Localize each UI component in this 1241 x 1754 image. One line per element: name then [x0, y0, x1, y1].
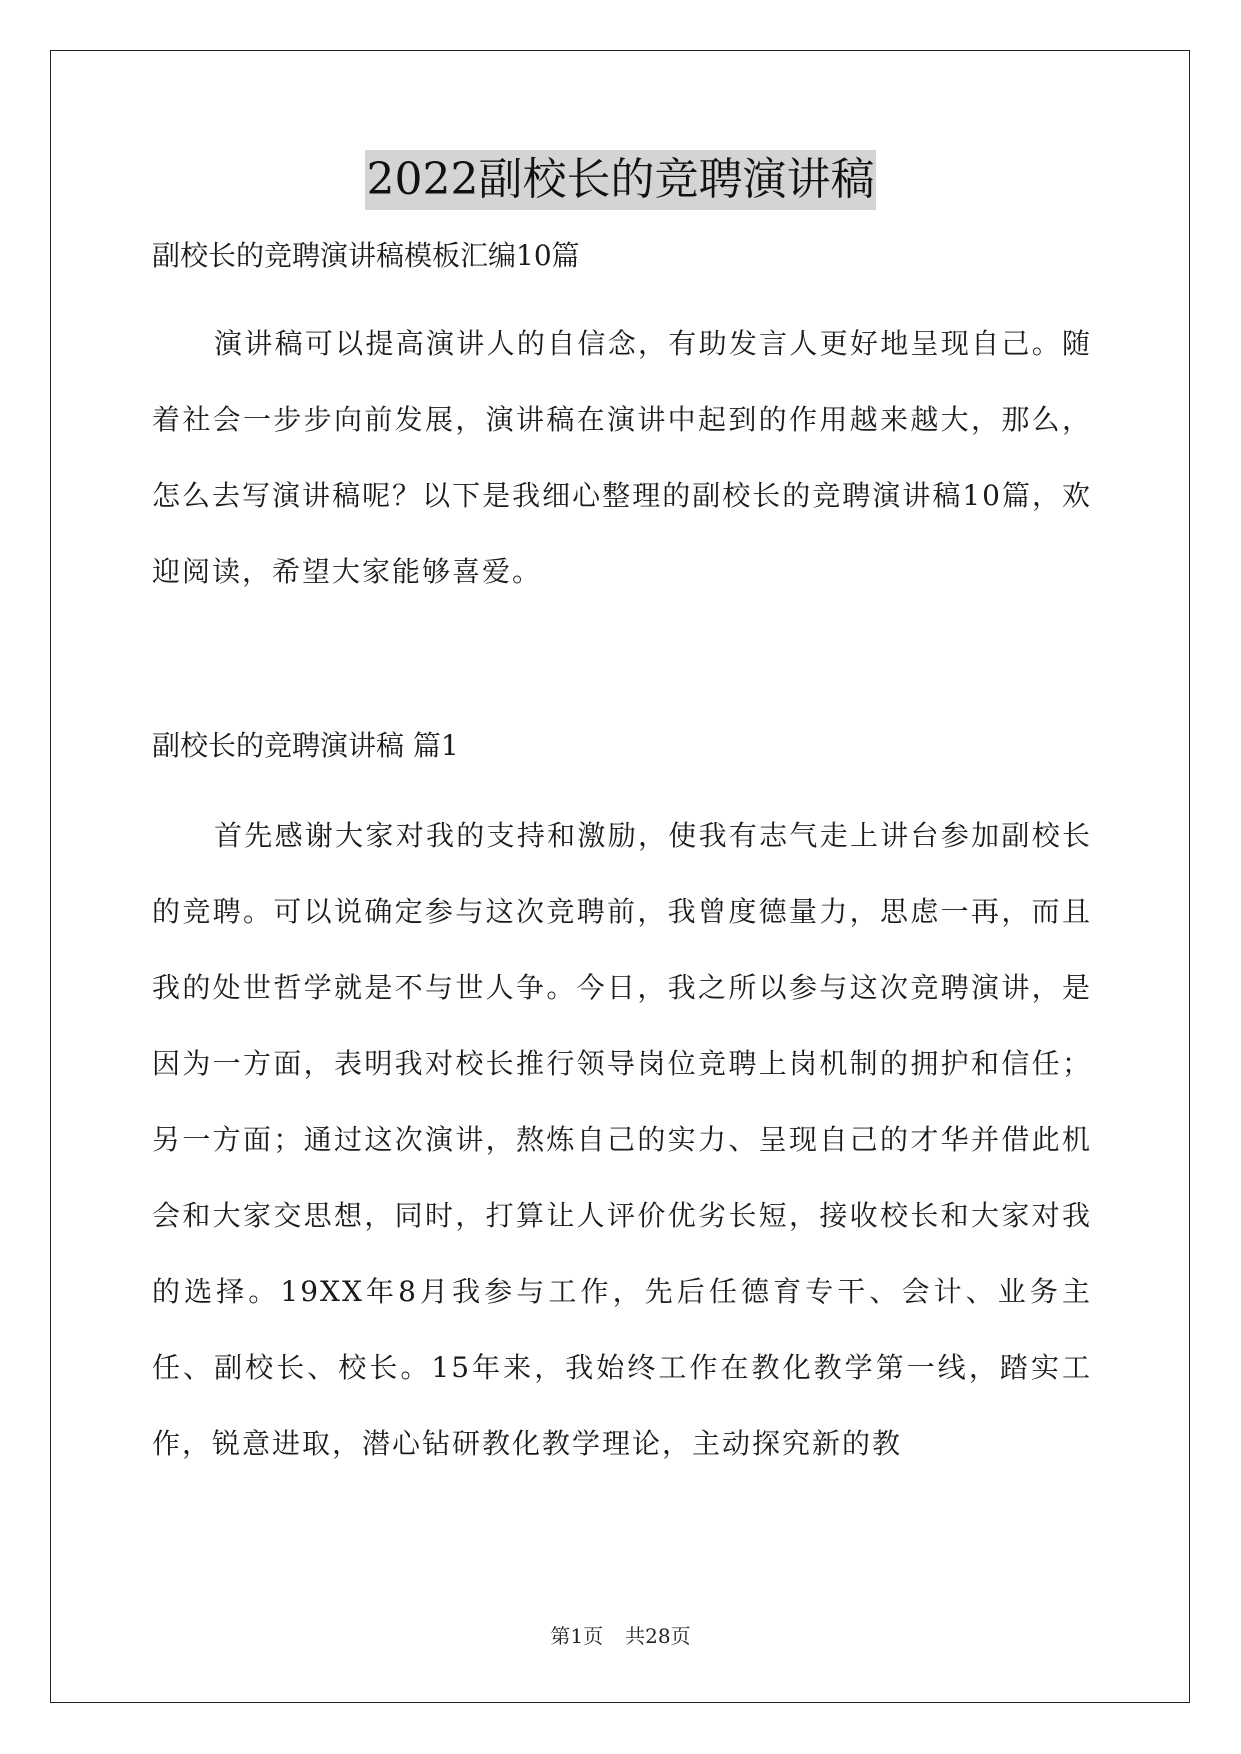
section-heading: 副校长的竞聘演讲稿 篇1 [152, 729, 459, 762]
page-total: 共28页 [625, 1624, 691, 1648]
title-container [0, 150, 1241, 210]
document-title: 2022副校长的竞聘演讲稿 [365, 150, 877, 210]
section-paragraph: 首先感谢大家对我的支持和激励，使我有志气走上讲台参加副校长的竞聘。可以说确定参与这次竞聘前，我曾度德量力，思虑一再，而且我的处世哲学就是不与世人争。今日，我之所以参与这次竞聘演讲，是因为一方面，表明我对校长推行领导岗位竞聘上岗机制的拥护和信任；另一方面；通过这次演讲，熬炼自己的实力、呈现自己的才华并借此机会和大家交思想，同时，打算让人评价优劣长短，接收校长和大家对我的选择。19XX年8月我参与工作，先后任德育专干、会计、业务主任、副校长、校长。15年来，我始终工作在教化教学第一线，踏实工作，锐意进取，潜心钻研教化教学理论，主动探究新的教 [152, 819, 1092, 1460]
intro-paragraph: 演讲稿可以提高演讲人的自信念，有助发言人更好地呈现自己。随着社会一步步向前发展，演讲稿在演讲中起到的作用越来越大，那么，怎么去写演讲稿呢？以下是我细心整理的副校长的竞聘演讲稿10篇，欢迎阅读，希望大家能够喜爱。 [152, 327, 1092, 588]
page-number: 第1页 [550, 1624, 604, 1648]
document-subtitle: 副校长的竞聘演讲稿模板汇编10篇 [152, 239, 580, 272]
document-body [152, 228, 1092, 1482]
page-footer [0, 1622, 1241, 1650]
